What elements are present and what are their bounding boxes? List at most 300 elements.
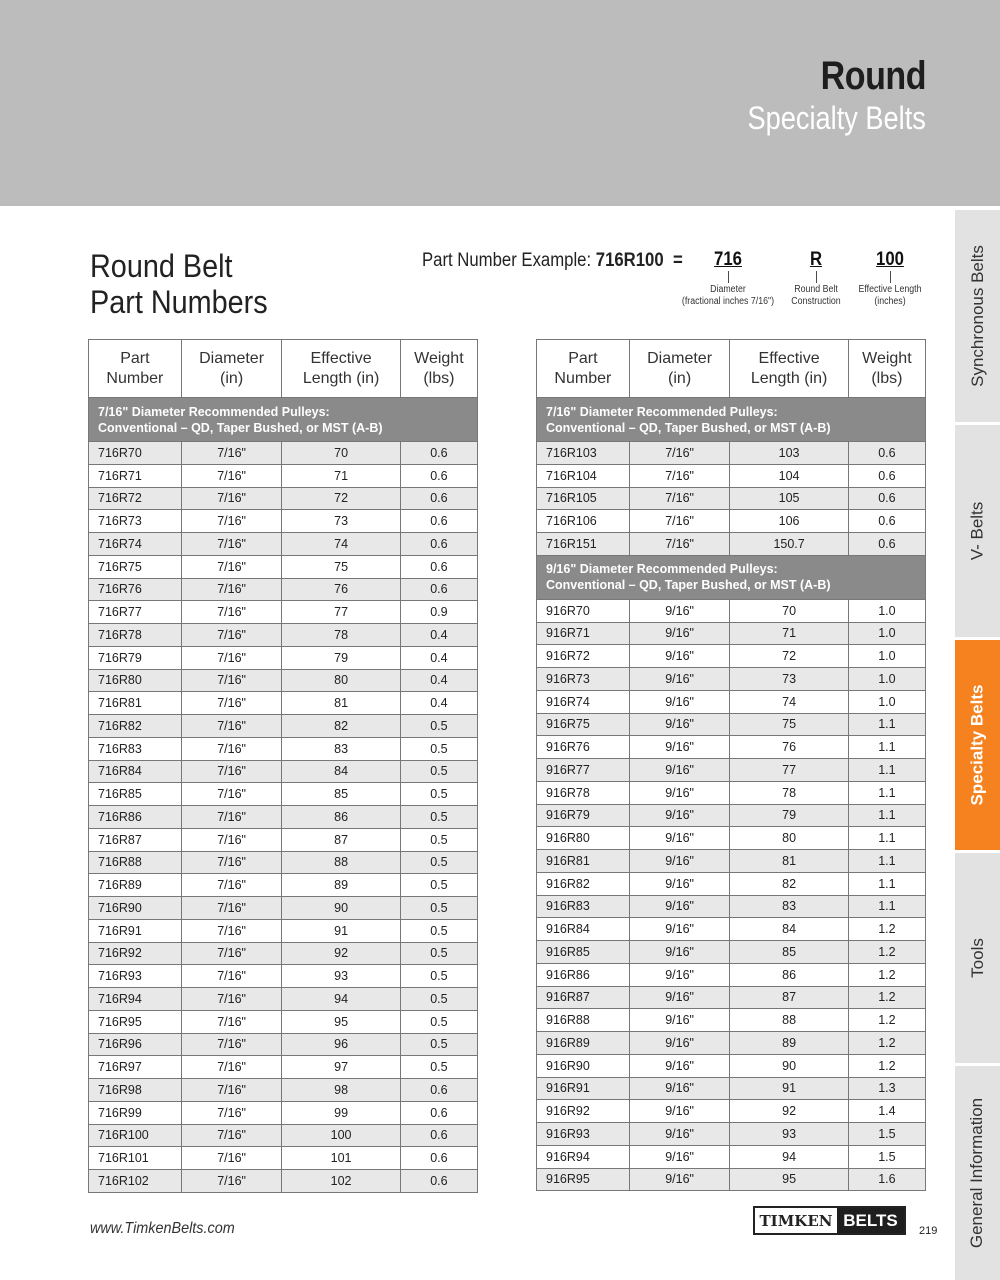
column-header: [181, 340, 282, 398]
example-part-desc: Diameter: [710, 284, 746, 295]
weight-cell: 0.6: [848, 442, 925, 465]
part-number-cell: 716R89: [89, 874, 182, 897]
weight-cell: 0.5: [400, 737, 477, 760]
column-header: [89, 340, 182, 398]
diameter-cell: 9/16": [629, 781, 730, 804]
part-number-cell: 716R79: [89, 646, 182, 669]
tab-tools[interactable]: [955, 853, 1000, 1063]
table-row: [89, 737, 478, 760]
table-row: [89, 1170, 478, 1193]
table-row: [537, 1123, 926, 1146]
tick: [890, 271, 891, 283]
table-row: [89, 510, 478, 533]
diameter-cell: 9/16": [629, 759, 730, 782]
part-number-cell: 716R106: [537, 510, 630, 533]
effective-length-cell: 91: [730, 1077, 848, 1100]
tab-general-information[interactable]: [955, 1066, 1000, 1280]
table-row: [89, 760, 478, 783]
diameter-cell: 9/16": [629, 1100, 730, 1123]
diameter-cell: 9/16": [629, 690, 730, 713]
weight-cell: 0.6: [400, 442, 477, 465]
part-number-cell: 916R84: [537, 918, 630, 941]
part-number-cell: 916R73: [537, 668, 630, 691]
diameter-cell: 7/16": [181, 601, 282, 624]
diameter-cell: 7/16": [629, 510, 730, 533]
diameter-cell: 7/16": [181, 783, 282, 806]
effective-length-cell: 70: [730, 599, 848, 622]
diameter-cell: 7/16": [629, 442, 730, 465]
effective-length-cell: 85: [282, 783, 400, 806]
weight-cell: 0.6: [400, 533, 477, 556]
example-part-code: 716: [714, 249, 742, 270]
part-number-cell: 916R92: [537, 1100, 630, 1123]
weight-cell: 0.5: [400, 783, 477, 806]
weight-cell: 0.5: [400, 919, 477, 942]
weight-cell: 0.5: [400, 874, 477, 897]
table-row: [537, 1100, 926, 1123]
table-row: [89, 646, 478, 669]
weight-cell: 1.5: [848, 1123, 925, 1146]
diameter-cell: 9/16": [629, 872, 730, 895]
part-number-cell: 716R101: [89, 1147, 182, 1170]
table-row: [89, 624, 478, 647]
weight-cell: 0.6: [848, 510, 925, 533]
weight-cell: 0.5: [400, 942, 477, 965]
table-row: [89, 692, 478, 715]
table-row: [537, 918, 926, 941]
table-row: [89, 919, 478, 942]
part-number-cell: 716R71: [89, 464, 182, 487]
column-header: [730, 340, 848, 398]
part-number-cell: 716R91: [89, 919, 182, 942]
page-title-line: Part Numbers: [90, 284, 268, 320]
weight-cell: 0.5: [400, 851, 477, 874]
weight-cell: 1.2: [848, 963, 925, 986]
column-header: [282, 340, 400, 398]
effective-length-cell: 82: [730, 872, 848, 895]
page-title: [90, 248, 268, 320]
weight-cell: 0.5: [400, 828, 477, 851]
tick: [728, 271, 729, 283]
diameter-cell: 9/16": [629, 1168, 730, 1191]
weight-cell: 0.4: [400, 669, 477, 692]
weight-cell: 1.2: [848, 1032, 925, 1055]
table-row: [89, 1079, 478, 1102]
section-header-line: 7/16" Diameter Recommended Pulleys:: [98, 404, 330, 419]
effective-length-cell: 77: [730, 759, 848, 782]
weight-cell: 0.6: [400, 510, 477, 533]
part-number-cell: 716R99: [89, 1101, 182, 1124]
table-row: [537, 1145, 926, 1168]
table-row: [89, 1056, 478, 1079]
weight-cell: 0.6: [400, 1170, 477, 1193]
section-header: [89, 398, 478, 442]
column-header-line: (lbs): [423, 369, 455, 387]
table-row: [537, 645, 926, 668]
part-number-cell: 916R82: [537, 872, 630, 895]
weight-cell: 1.6: [848, 1168, 925, 1191]
part-number-cell: 716R93: [89, 965, 182, 988]
part-number-cell: 916R85: [537, 941, 630, 964]
effective-length-cell: 81: [730, 850, 848, 873]
effective-length-cell: 90: [282, 897, 400, 920]
effective-length-cell: 88: [730, 1009, 848, 1032]
example-part-desc: Round Belt: [794, 284, 838, 295]
weight-cell: 0.5: [400, 715, 477, 738]
table-row: [537, 533, 926, 556]
effective-length-cell: 75: [730, 713, 848, 736]
tab-label: General Information: [967, 1097, 987, 1249]
diameter-cell: 9/16": [629, 599, 730, 622]
effective-length-cell: 71: [282, 464, 400, 487]
weight-cell: 1.3: [848, 1077, 925, 1100]
effective-length-cell: 89: [730, 1032, 848, 1055]
diameter-cell: 9/16": [629, 895, 730, 918]
header-subtitle: Specialty Belts: [747, 100, 926, 136]
example-part-desc: (inches): [874, 296, 906, 307]
table-row: [89, 533, 478, 556]
diameter-cell: 7/16": [181, 464, 282, 487]
weight-cell: 0.6: [848, 464, 925, 487]
effective-length-cell: 95: [282, 1010, 400, 1033]
page-title-line: Round Belt: [90, 248, 233, 284]
effective-length-cell: 70: [282, 442, 400, 465]
section-header: [537, 398, 926, 442]
tab-synchronous-belts[interactable]: [955, 210, 1000, 422]
table-row: [89, 1147, 478, 1170]
diameter-cell: 7/16": [629, 533, 730, 556]
weight-cell: 1.1: [848, 827, 925, 850]
part-number-cell: 916R77: [537, 759, 630, 782]
diameter-cell: 7/16": [181, 646, 282, 669]
diameter-cell: 7/16": [181, 828, 282, 851]
section-header: [537, 555, 926, 599]
diameter-cell: 7/16": [181, 1124, 282, 1147]
table-row: [537, 442, 926, 465]
effective-length-cell: 74: [730, 690, 848, 713]
table-row: [537, 668, 926, 691]
diameter-cell: 7/16": [181, 1101, 282, 1124]
weight-cell: 0.5: [400, 988, 477, 1011]
table-row: [89, 851, 478, 874]
table-row: [537, 986, 926, 1009]
column-header: [537, 340, 630, 398]
part-number-cell: 916R95: [537, 1168, 630, 1191]
part-number-cell: 716R97: [89, 1056, 182, 1079]
column-header-line: (lbs): [871, 369, 903, 387]
tick: [816, 271, 817, 283]
table-row: [537, 464, 926, 487]
part-number-cell: 716R84: [89, 760, 182, 783]
part-number-cell: 716R96: [89, 1033, 182, 1056]
weight-cell: 0.5: [400, 806, 477, 829]
weight-cell: 0.6: [400, 555, 477, 578]
diameter-cell: 7/16": [181, 988, 282, 1011]
effective-length-cell: 86: [282, 806, 400, 829]
section-header-line: Conventional – QD, Taper Bushed, or MST (A-B): [98, 420, 383, 435]
weight-cell: 1.1: [848, 781, 925, 804]
weight-cell: 0.6: [400, 1101, 477, 1124]
weight-cell: 1.2: [848, 918, 925, 941]
part-number-cell: 716R86: [89, 806, 182, 829]
tab-label: Specialty Belts: [967, 684, 987, 806]
weight-cell: 0.6: [848, 533, 925, 556]
table-row: [89, 578, 478, 601]
weight-cell: 0.5: [400, 760, 477, 783]
part-table-left: [88, 339, 478, 1193]
part-number-cell: 716R70: [89, 442, 182, 465]
tab-label: Tools: [967, 938, 987, 978]
diameter-cell: 7/16": [181, 715, 282, 738]
weight-cell: 0.5: [400, 1033, 477, 1056]
diameter-cell: 7/16": [181, 737, 282, 760]
weight-cell: 0.4: [400, 692, 477, 715]
section-header-row: [89, 398, 478, 442]
table-row: [537, 850, 926, 873]
table-row: [89, 464, 478, 487]
section-header-line: Conventional – QD, Taper Bushed, or MST (A-B): [546, 578, 831, 593]
part-number-cell: 916R86: [537, 963, 630, 986]
diameter-cell: 9/16": [629, 713, 730, 736]
table-row: [537, 895, 926, 918]
column-header-line: Length (in): [302, 369, 380, 387]
diameter-cell: 7/16": [181, 510, 282, 533]
part-number-cell: 716R103: [537, 442, 630, 465]
diameter-cell: 9/16": [629, 804, 730, 827]
header-title: Round: [820, 54, 926, 98]
part-number-cell: 716R92: [89, 942, 182, 965]
diameter-cell: 7/16": [181, 897, 282, 920]
example-part-construction: [785, 249, 847, 308]
column-header-line: (in): [220, 369, 244, 387]
diameter-cell: 7/16": [629, 487, 730, 510]
diameter-cell: 7/16": [181, 851, 282, 874]
effective-length-cell: 100: [282, 1124, 400, 1147]
table-row: [537, 1032, 926, 1055]
part-number-cell: 916R75: [537, 713, 630, 736]
table-row: [537, 804, 926, 827]
diameter-cell: 7/16": [629, 464, 730, 487]
effective-length-cell: 76: [730, 736, 848, 759]
part-number-cell: 916R81: [537, 850, 630, 873]
diameter-cell: 7/16": [181, 1010, 282, 1033]
part-number-cell: 716R102: [89, 1170, 182, 1193]
part-number-cell: 716R151: [537, 533, 630, 556]
weight-cell: 0.5: [400, 1010, 477, 1033]
part-number-cell: 916R83: [537, 895, 630, 918]
column-header: [848, 340, 925, 398]
section-header-row: [537, 555, 926, 599]
table-row: [537, 736, 926, 759]
effective-length-cell: 78: [282, 624, 400, 647]
table-row: [537, 622, 926, 645]
diameter-cell: 9/16": [629, 941, 730, 964]
part-number-cell: 716R100: [89, 1124, 182, 1147]
table-row: [537, 759, 926, 782]
section-header-row: [537, 398, 926, 442]
effective-length-cell: 88: [282, 851, 400, 874]
part-number-cell: 716R83: [89, 737, 182, 760]
diameter-cell: 9/16": [629, 668, 730, 691]
diameter-cell: 9/16": [629, 827, 730, 850]
effective-length-cell: 72: [730, 645, 848, 668]
weight-cell: 1.1: [848, 872, 925, 895]
table-row: [537, 713, 926, 736]
table-row: [89, 897, 478, 920]
table-row: [537, 827, 926, 850]
part-number-cell: 716R90: [89, 897, 182, 920]
diameter-cell: 7/16": [181, 806, 282, 829]
part-number-cell: 716R81: [89, 692, 182, 715]
part-number-cell: 916R91: [537, 1077, 630, 1100]
table-row: [89, 783, 478, 806]
effective-length-cell: 94: [282, 988, 400, 1011]
effective-length-cell: 83: [282, 737, 400, 760]
table-row: [537, 510, 926, 533]
table-row: [89, 555, 478, 578]
table-row: [89, 988, 478, 1011]
effective-length-cell: 96: [282, 1033, 400, 1056]
table-row: [89, 1033, 478, 1056]
effective-length-cell: 71: [730, 622, 848, 645]
table-row: [537, 690, 926, 713]
column-header: [629, 340, 730, 398]
weight-cell: 0.6: [848, 487, 925, 510]
table-header-row: [89, 340, 478, 398]
part-number-cell: 716R105: [537, 487, 630, 510]
diameter-cell: 7/16": [181, 1033, 282, 1056]
effective-length-cell: 84: [282, 760, 400, 783]
table-row: [89, 1124, 478, 1147]
diameter-cell: 9/16": [629, 1077, 730, 1100]
weight-cell: 0.5: [400, 965, 477, 988]
weight-cell: 0.4: [400, 624, 477, 647]
part-number-cell: 716R95: [89, 1010, 182, 1033]
diameter-cell: 7/16": [181, 555, 282, 578]
weight-cell: 0.6: [400, 464, 477, 487]
column-header-line: Part: [568, 349, 598, 367]
part-table-right: [536, 339, 926, 1191]
tab-specialty-belts[interactable]: [955, 640, 1000, 850]
effective-length-cell: 99: [282, 1101, 400, 1124]
table-row: [537, 963, 926, 986]
weight-cell: 0.6: [400, 1079, 477, 1102]
weight-cell: 1.0: [848, 645, 925, 668]
table-header-row: [537, 340, 926, 398]
weight-cell: 1.5: [848, 1145, 925, 1168]
column-header: [400, 340, 477, 398]
part-number-example: [422, 250, 683, 272]
column-header-line: Weight: [414, 349, 464, 367]
diameter-cell: 9/16": [629, 1123, 730, 1146]
effective-length-cell: 85: [730, 941, 848, 964]
weight-cell: 1.0: [848, 690, 925, 713]
weight-cell: 1.2: [848, 941, 925, 964]
diameter-cell: 9/16": [629, 850, 730, 873]
diameter-cell: 9/16": [629, 1009, 730, 1032]
diameter-cell: 7/16": [181, 533, 282, 556]
column-header-line: Number: [554, 369, 612, 387]
weight-cell: 1.2: [848, 1009, 925, 1032]
part-number-cell: 916R71: [537, 622, 630, 645]
part-number-cell: 716R82: [89, 715, 182, 738]
tab-label: Synchronous Belts: [967, 245, 987, 387]
weight-cell: 1.4: [848, 1100, 925, 1123]
effective-length-cell: 103: [730, 442, 848, 465]
diameter-cell: 7/16": [181, 874, 282, 897]
weight-cell: 1.0: [848, 599, 925, 622]
table-row: [537, 781, 926, 804]
effective-length-cell: 104: [730, 464, 848, 487]
effective-length-cell: 82: [282, 715, 400, 738]
tab-v-belts[interactable]: [955, 425, 1000, 637]
website-link[interactable]: www.TimkenBelts.com: [90, 1220, 235, 1237]
diameter-cell: 7/16": [181, 919, 282, 942]
column-header-line: Diameter: [199, 349, 265, 367]
table-row: [89, 942, 478, 965]
effective-length-cell: 93: [730, 1123, 848, 1146]
column-header-line: Part: [120, 349, 150, 367]
weight-cell: 1.1: [848, 850, 925, 873]
diameter-cell: 7/16": [181, 965, 282, 988]
column-header-line: Number: [106, 369, 164, 387]
diameter-cell: 9/16": [629, 1054, 730, 1077]
diameter-cell: 7/16": [181, 1056, 282, 1079]
part-number-cell: 716R77: [89, 601, 182, 624]
table-row: [89, 1010, 478, 1033]
part-number-cell: 716R72: [89, 487, 182, 510]
table-row: [537, 599, 926, 622]
example-part-length: [851, 249, 928, 308]
diameter-cell: 9/16": [629, 736, 730, 759]
effective-length-cell: 150.7: [730, 533, 848, 556]
effective-length-cell: 98: [282, 1079, 400, 1102]
part-number-cell: 716R76: [89, 578, 182, 601]
column-header-line: Effective: [758, 349, 820, 367]
timken-belts-logo: [753, 1206, 906, 1235]
diameter-cell: 9/16": [629, 622, 730, 645]
column-header-line: Length (in): [750, 369, 828, 387]
diameter-cell: 9/16": [629, 645, 730, 668]
effective-length-cell: 92: [730, 1100, 848, 1123]
table-row: [89, 669, 478, 692]
effective-length-cell: 92: [282, 942, 400, 965]
effective-length-cell: 77: [282, 601, 400, 624]
part-number-cell: 716R73: [89, 510, 182, 533]
part-number-cell: 716R80: [89, 669, 182, 692]
diameter-cell: 7/16": [181, 669, 282, 692]
part-number-cell: 916R70: [537, 599, 630, 622]
effective-length-cell: 94: [730, 1145, 848, 1168]
weight-cell: 0.6: [400, 578, 477, 601]
table-row: [537, 941, 926, 964]
part-number-cell: 916R93: [537, 1123, 630, 1146]
effective-length-cell: 97: [282, 1056, 400, 1079]
part-number-cell: 716R94: [89, 988, 182, 1011]
part-number-cell: 716R98: [89, 1079, 182, 1102]
example-code: 716R100: [595, 250, 664, 271]
weight-cell: 1.1: [848, 804, 925, 827]
table-row: [537, 487, 926, 510]
diameter-cell: 9/16": [629, 986, 730, 1009]
effective-length-cell: 106: [730, 510, 848, 533]
table-row: [89, 487, 478, 510]
diameter-cell: 7/16": [181, 624, 282, 647]
example-part-code: R: [809, 249, 823, 270]
diameter-cell: 9/16": [629, 918, 730, 941]
table-row: [537, 1077, 926, 1100]
effective-length-cell: 74: [282, 533, 400, 556]
